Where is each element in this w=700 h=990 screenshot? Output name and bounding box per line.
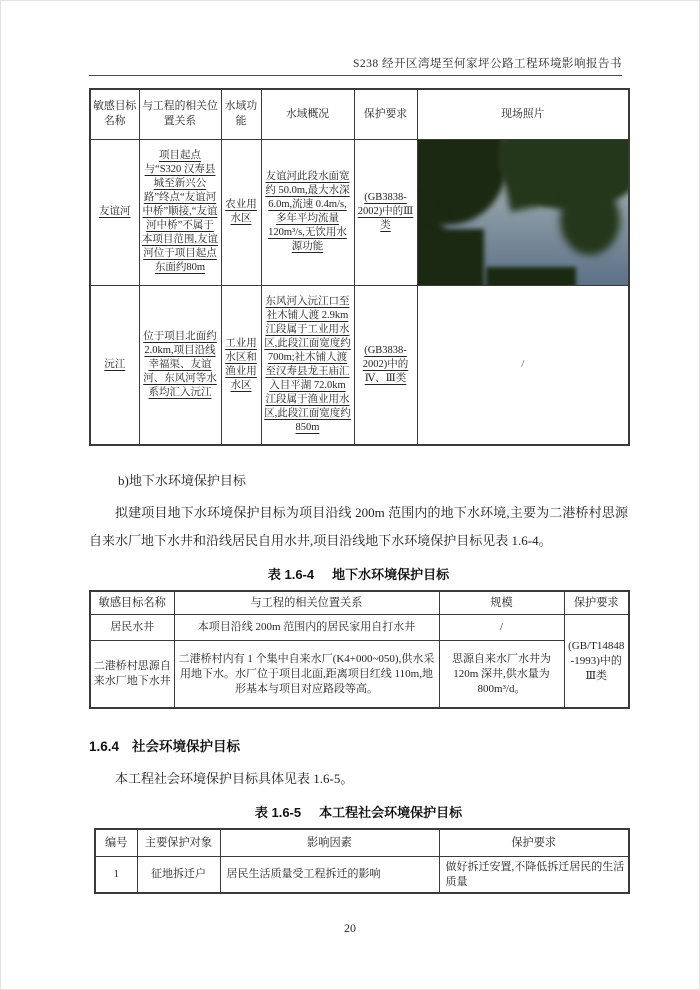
section-164-title: 社会环境保护目标: [132, 739, 241, 754]
cell-photo: [417, 139, 629, 285]
cell-function: 农业用水区: [221, 139, 261, 285]
photo-foliage-right: [560, 185, 620, 255]
col-sensitive-target: 敏感目标名称: [90, 89, 139, 139]
cell-position: 二港桥村内有 1 个集中自来水厂(K4+000~050),供水采用地下水。水厂位于项目北面,距离项目红线 110m,地形基本与项目对应路段等高。: [174, 641, 439, 709]
page-content: [89, 88, 628, 894]
social-paragraph: 本工程社会环境保护目标具体见表 1.6-5。: [115, 771, 354, 786]
cell-target-name: 沅江: [90, 285, 139, 445]
cell-requirement: (GB3838-2002)中的Ⅲ类: [354, 139, 417, 285]
col-site-photo: 现场照片: [417, 89, 629, 139]
river-site-photo: [418, 140, 629, 285]
photo-mound-bottom: [486, 267, 576, 285]
col-scale: 规模: [439, 591, 564, 615]
table-header-row: [90, 89, 629, 139]
col-water-function: 水域功能: [221, 89, 261, 139]
col-protection-req: 保护要求: [354, 89, 417, 139]
table-165-title: 本工程社会环境保护目标: [319, 805, 463, 820]
cell-factor: 居民生活质量受工程拆迁的影响: [220, 857, 439, 894]
table-header-row: [95, 829, 629, 857]
col-number: 编号: [95, 829, 137, 857]
cell-target: 征地拆迁户: [137, 857, 220, 894]
col-protection-req: 保护要求: [439, 829, 629, 857]
document-header-title: S238 经开区湾堤至何家坪公路工程环境影响报告书: [89, 55, 622, 76]
table-164-caption: [89, 564, 628, 583]
cell-scale: 思源自来水厂水井为 120m 深井,供水量为 800m³/d。: [439, 641, 564, 709]
cell-target-name: 二港桥村思源自来水厂地下水井: [90, 641, 174, 709]
cell-requirement: 做好拆迁安置,不降低拆迁居民的生活质量: [439, 857, 629, 894]
table-row-youyi-river: [90, 139, 629, 285]
col-position-relation: 与工程的相关位置关系: [139, 89, 221, 139]
table-row-relocation: [95, 857, 629, 894]
table-row-waterworks-well: [90, 641, 629, 709]
cell-target-name: 居民水井: [90, 615, 174, 641]
cell-photo-slash: /: [417, 285, 629, 445]
table-row-yuan-river: [90, 285, 629, 445]
col-water-overview: 水域概况: [261, 89, 354, 139]
photo-plants-bottom-left: [418, 229, 484, 285]
cell-overview: 东风河入沅江口至社木铺人渡 2.9km 江段属于工业用水区,此段江面宽度约 700m;社木铺人渡至汉寿县龙王庙汇入目平湖 72.0km 江段属于渔业用水区,此段江面宽度约850m: [261, 285, 354, 445]
cell-requirement-merged: (GB/T14848-1993)中的Ⅲ类: [564, 615, 629, 709]
col-sensitive-target: 敏感目标名称: [90, 591, 174, 615]
table-165-label: 表 1.6-5: [254, 805, 302, 820]
table-header-row: [90, 591, 629, 615]
cell-position: 本项目沿线 200m 范围内的居民家用自打水井: [174, 615, 439, 641]
groundwater-table: [89, 590, 630, 709]
section-164-heading: [89, 735, 628, 755]
col-main-target: 主要保护对象: [137, 829, 220, 857]
cell-overview: 友谊河此段水面宽约 50.0m,最大水深 6.0m,流速 0.4m/s,多年平均流量 120m³/s,无饮用水源功能: [261, 139, 354, 285]
section-164-number: 1.6.4: [89, 739, 120, 754]
page-number: 20: [344, 921, 356, 935]
col-protection-req: 保护要求: [564, 591, 629, 615]
table-164-title: 地下水环境保护目标: [332, 567, 450, 582]
subsection-b-heading: b)地下水环境保护目标: [118, 473, 246, 488]
table-164-label: 表 1.6-4: [267, 567, 315, 582]
groundwater-paragraph: 拟建项目地下水环境保护目标为项目沿线 200m 范围内的地下水环境,主要为二港桥村思源自来水厂地下水井和沿线居民自用水井,项目沿线地下水环境保护目标见表 1.6-4。: [89, 505, 628, 548]
col-position-relation: 与工程的相关位置关系: [174, 591, 439, 615]
cell-requirement: (GB3838-2002)中的Ⅳ、Ⅲ类: [354, 285, 417, 445]
social-table: [94, 828, 630, 894]
surface-water-table: [89, 88, 630, 446]
cell-target-name: 友谊河: [90, 139, 139, 285]
cell-scale: /: [439, 615, 564, 641]
cell-function: 工业用水区和渔业用水区: [221, 285, 261, 445]
cell-position: 位于项目北面约 2.0km,项目沿线幸福渠、友谊河、东风河等水系均汇入沅江: [139, 285, 221, 445]
table-165-caption: [89, 802, 628, 821]
col-impact-factor: 影响因素: [220, 829, 439, 857]
cell-number: 1: [95, 857, 137, 894]
cell-position: 项目起点与“S320 汉寿县城至新兴公路”终点“友谊河中桥”顺接,“友谊河中桥”不属于本项目范围,友谊河位于项目起点东面约80m: [139, 139, 221, 285]
table-row-resident-wells: [90, 615, 629, 641]
